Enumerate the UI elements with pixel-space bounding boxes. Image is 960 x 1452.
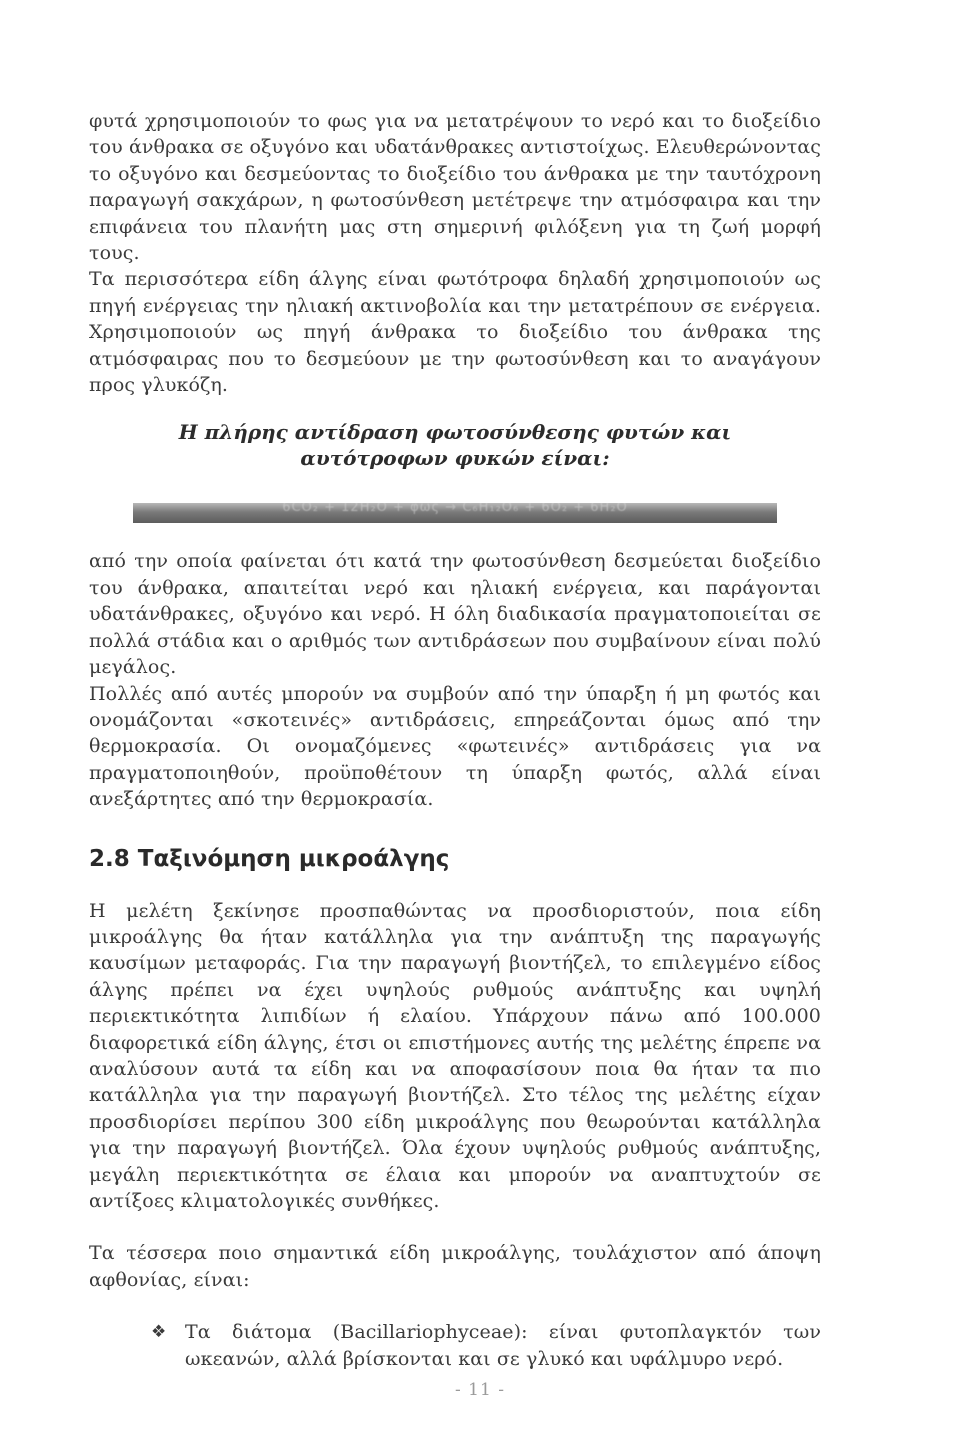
diamond-dots-bullet-icon: ❖: [151, 1322, 167, 1343]
equation-text: 6CO₂ + 12H₂O + φως → C₆H₁₂O₆ + 6O₂ + 6H₂O: [282, 503, 628, 516]
equation-image: [133, 503, 777, 523]
bullet-text-diatoms: Τα διάτομα (Bacillariophyceae): είναι φυτοπλαγκτόν των ωκεανών, αλλά βρίσκονται και σε γλυκό και υφάλμυρο νερό.: [185, 1321, 821, 1370]
paragraph-dark-light-reactions: Πολλές από αυτές μπορούν να συμβούν από την ύπαρξη ή μη φωτός και ονομάζονται «σκοτεινές» αντιδράσεις, επηρεάζονται όμως από την θερμοκρασία. Οι ονομαζόμενες «φωτεινές» αντιδράσεις για να πραγματοποιηθούν, προϋποθέτουν τη ύπαρξη φωτός, αλλά είναι ανεξάρτητες από την θερμοκρασία.: [89, 682, 821, 811]
list-item: [151, 1319, 821, 1372]
document-page: [89, 108, 821, 1372]
paragraph-reaction-explanation: από την οποία φαίνεται ότι κατά την φωτοσύνθεση δεσμεύεται διοξείδιο του άνθρακα, απαιτείται νερό και ηλιακή ενέργεια, και παράγονται υδατάνθρακες, οξυγόνο και νερό. Η όλη διαδικασία πραγματοποιείται σε πολλά στάδια και ο αριθμός των αντιδράσεων που συμβαίνουν είναι πολύ μεγάλος.: [89, 550, 821, 679]
paragraph-photosynthesis-intro: φυτά χρησιμοποιούν το φως για να μετατρέψουν το νερό και το διοξείδιο του άνθρακα σε οξυγόνο και υδατάνθρακες αντιστοίχως. Ελευθερώνοντας το οξυγόνο και δεσμεύοντας το διοξείδιο του άνθρακα με την ταυτόχρονη παραγωγή σακχάρων, η φωτοσύνθεση μετέτρεψε την ατμόσφαιρα και την επιφάνεια του πλανήτη μας στη σημερινή φιλόξενη για τη ζωή μορφή τους.: [89, 110, 821, 265]
paragraph-four-species-intro: Τα τέσσερα ποιο σημαντικά είδη μικροάλγης, τουλάχιστον από άποψη αφθονίας, είναι:: [89, 1242, 821, 1291]
paragraph-microalgae-study: Η μελέτη ξεκίνησε προσπαθώντας να προσδιοριστούν, ποια είδη μικροάλγης θα ήταν κατάλληλα για την ανάπτυξη της παραγωγής καυσίμων μεταφοράς. Για την παραγωγή βιοντήζελ, το επιλεγμένο είδος άλγης πρέπει να έχει υψηλούς ρυθμούς ανάπτυξης και υψηλή περιεκτικότητα λιπιδίων ή ελαίου. Υπάρχουν πάνω από 100.000 διαφορετικά είδη άλγης, έτσι οι επιστήμονες αυτής της μελέτης έπρεπε να αναλύσουν αυτά τα είδη και να αποφασίσουν ποια θα ήταν τα πιο κατάλληλα για την παραγωγή βιοντήζελ. Στο τέλος της μελέτης είχαν προσδιορίσει περίπου 300 είδη μικροάλγης που θεωρούνται κατάλληλα για την παραγωγή βιοντήζελ. Όλα έχουν υψηλούς ρυθμούς ανάπτυξης, μεγάλη περιεκτικότητα σε έλαια και μπορούν να αναπτυχτούν σε αντίξοες κλιματολογικές συνθήκες.: [89, 899, 821, 1212]
page-number: - 11 -: [455, 1380, 505, 1400]
paragraph-phototrophs: Τα περισσότερα είδη άλγης είναι φωτότροφα δηλαδή χρησιμοποιούν ως πηγή ενέργειας την ηλιακή ακτινοβολία και την μετατρέπουν σε ενέργεια. Χρησιμοποιούν ως πηγή άνθρακα το διοξείδιο του άνθρακα της ατμόσφαιρας που το δεσμεύουν με την φωτοσύνθεση και το αναγάγουν προς γλυκόζη.: [89, 268, 821, 397]
section-heading: 2.8 Ταξινόμηση μικροάλγης: [89, 845, 450, 872]
reaction-subheading: Η πλήρης αντίδραση φωτοσύνθεσης φυτών και αυτότροφων φυκών είναι:: [178, 420, 732, 471]
